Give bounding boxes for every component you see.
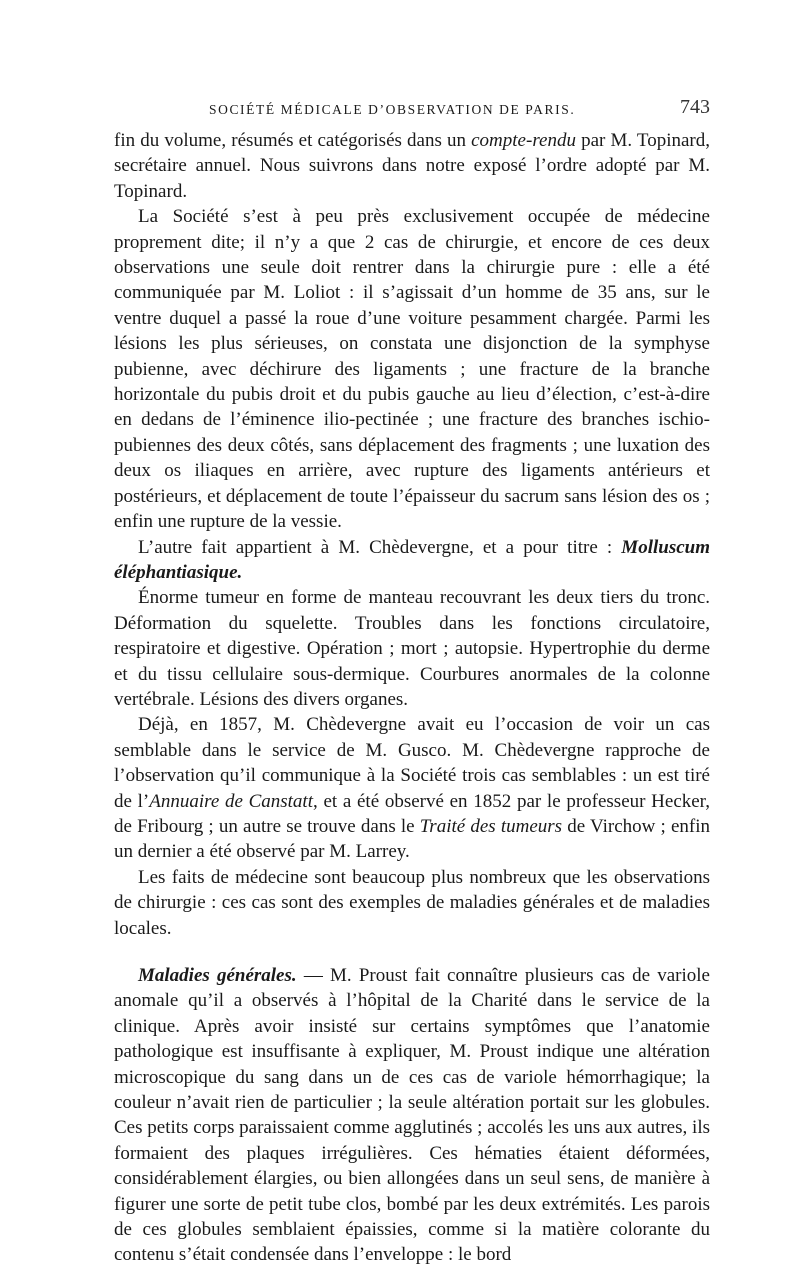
text-run: — M. Proust fait connaître plusieurs cas de variole anomale qu’il a observés à l’hôpital de la Charité dans le service de la clinique. Après avoir insisté sur certains symptômes que l’anatomie pathologique est insuffisante à expliquer, M. Proust indique une altération microscopique du sang dans un de ces cas de variole hémorrhagique; la couleur n’avait rien de particulier ; la seule altération portait sur les globules. Ces petits corps paraissaient comme agglutinés ; accolés les uns aux autres, ils formaient des plaques irrégulières. Ces hématies étaient déformées, considérablement élargies, ou bien allongées dans un seul sens, de manière à figurer une sorte de petit tube clos, bombé par les deux extrémités. Les parois de ces globules semblaient épaissies, comme si la matière colorante du contenu s’était condensée dans l’enveloppe : le bord [114, 965, 710, 1266]
running-title: SOCIÉTÉ MÉDICALE D’OBSERVATION DE PARIS. [209, 102, 576, 117]
text-run: , et a été observé en 1852 par le professeur Hecker, de Fribourg ; un autre se trouve dans le [114, 790, 711, 837]
section-heading: Maladies générales. [138, 965, 297, 986]
text-run: Déjà, en 1857, M. Chèdevergne avait eu l’occasion de voir un cas semblable dans le service de M. Gusco. M. Chèdevergne rapproche de l’observation qu’il communique à la Société trois cas semblables : un est tiré de l’ [114, 714, 710, 812]
paragraph-molluscum [114, 535, 710, 586]
page-number: 743 [680, 96, 710, 118]
paragraph-summary: Énorme tumeur en forme de manteau recouvrant les deux tiers du tronc. Déformation du squelette. Troubles dans les fonctions circulatoire, respiratoire et digestive. Opération ; mort ; autopsie. Hypertrophie du derme et du tissu cellulaire sous-dermique. Courbures anormales de la colonne vertébrale. Lésions des divers organes. [114, 587, 710, 710]
text-run: par M. Topinard, secrétaire annuel. Nous suivrons dans notre exposé l’ordre adopté par M. Topinard. [114, 130, 710, 202]
italic-title: Traité des tumeurs [419, 815, 563, 837]
text-run: L’autre fait appartient à M. Chèdevergne, et a pour titre : [138, 536, 622, 558]
running-head [114, 92, 710, 128]
paragraph-surgery: La Société s’est à peu près exclusivement occupée de médecine proprement dite; il n’y a que 2 cas de chirurgie, et encore de ces deux observations une seule doit rentrer dans la chirurgie pure : elle a été communiquée par M. Loliot : il s’agissait d’un homme de 35 ans, sur le ventre duquel a passé la roue d’une voiture pesamment chargée. Parmi les lésions les plus sérieuses, on constata une disjonction de la symphyse pubienne, avec déchirure des ligaments ; une fracture de la branche horizontale du pubis droit et du pubis gauche au lieu d’élection, c’est-à-dire en dedans de l’éminence ilio-pectinée ; une fracture des branches ischio-pubiennes des deux côtés, sans déplacement des fragments ; une luxation des deux os iliaques en arrière, avec rupture des ligaments antérieurs et postérieurs, et déplacement de toute l’épaisseur du sacrum sans lésion des os ; enfin une rupture de la vessie. [114, 206, 710, 533]
text-run: fin du volume, résumés et catégorisés dans un [114, 130, 472, 151]
body-text [114, 128, 710, 1268]
paragraph-continuation [114, 128, 710, 204]
italic-title: Annuaire de Canstatt [149, 790, 313, 812]
paragraph-medicine-facts: Les faits de médecine sont beaucoup plus nombreux que les observations de chirurgie : ces cas sont des exemples de maladies générales et de maladies locales. [114, 866, 710, 939]
case-title: Molluscum éléphantiasique. [114, 536, 710, 583]
paragraph-general-diseases [114, 963, 710, 1268]
paragraph-similar-cases [114, 712, 710, 864]
italic-term: compte-rendu [471, 130, 576, 151]
text-run: de Virchow ; enfin un dernier a été observé par M. Larrey. [114, 815, 711, 863]
